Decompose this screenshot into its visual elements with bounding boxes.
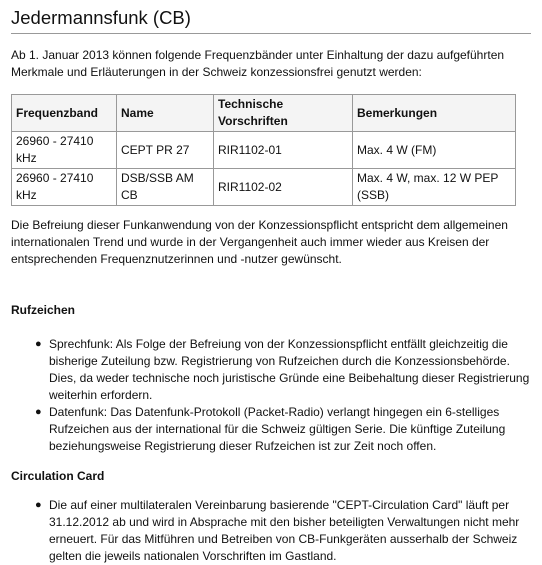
- table-row: [12, 132, 516, 169]
- bullet-icon: ●: [35, 338, 42, 350]
- header-bemerkungen: Bemerkungen: [353, 95, 516, 132]
- cell-frequenzband: 26960 - 27410 kHz: [12, 169, 117, 206]
- cell-technische-vorschriften: RIR1102-01: [214, 132, 353, 169]
- circulation-card-list: [11, 497, 531, 565]
- list-item: [35, 497, 531, 565]
- table-row: [12, 169, 516, 206]
- section-heading-circulation-card: Circulation Card: [11, 469, 105, 483]
- cell-frequenzband: 26960 - 27410 kHz: [12, 132, 117, 169]
- bullet-icon: ●: [35, 499, 42, 511]
- page-title: Jedermannsfunk (CB): [11, 6, 531, 34]
- bullet-icon: ●: [35, 406, 42, 418]
- befreiung-paragraph: Die Befreiung dieser Funkanwendung von der Konzessionspflicht entspricht dem allgemeinen internationalen Trend und wurde in der Vergangenheit auch immer wieder aus Kreisen der entsprechenden Frequenznutzerinnen und -nutzer gewünscht.: [11, 218, 508, 266]
- header-name: Name: [117, 95, 214, 132]
- cell-technische-vorschriften: RIR1102-02: [214, 169, 353, 206]
- rufzeichen-list: [11, 336, 531, 455]
- cell-name: DSB/SSB AM CB: [117, 169, 214, 206]
- list-item-text: Die auf einer multilateralen Vereinbarung basierende "CEPT-Circulation Card" läuft per 31.12.2012 ab und wird in Absprache mit den bisher beteiligten Verwaltungen nicht mehr erneuert. Für das Mitführen und Betreiben von CB-Funkgeräten ausserhalb der Schweiz gelten die jeweils nationalen Vorschriften im Gastland.: [49, 498, 520, 563]
- list-item-text: Sprechfunk: Als Folge der Befreiung von der Konzessionspflicht entfällt gleichzeitig die bisherige Zuteilung bzw. Registrierung von Rufzeichen durch die Konzessionsbehörde. Dies, da weder technische noch juristische Gründe eine Beibehaltung dieser Registrierung weiterhin erfordern.: [49, 337, 530, 402]
- header-frequenzband: Frequenzband: [12, 95, 117, 132]
- cell-name: CEPT PR 27: [117, 132, 214, 169]
- table-header-row: [12, 95, 516, 132]
- list-item: [35, 336, 531, 404]
- frequency-table: [11, 94, 516, 206]
- list-item-text: Datenfunk: Das Datenfunk-Protokoll (Packet-Radio) verlangt hingegen ein 6-stelliges Rufzeichen aus der international für die Schweiz gültigen Serie. Die künftige Zuteilung beziehungsweise Registrierung dieser Rufzeichen ist zur Zeit noch offen.: [49, 405, 506, 453]
- list-item: [35, 404, 531, 455]
- cell-bemerkungen: Max. 4 W (FM): [353, 132, 516, 169]
- intro-paragraph: Ab 1. Januar 2013 können folgende Frequenzbänder unter Einhaltung der dazu aufgeführten Merkmale und Erläuterungen in der Schweiz konzessionsfrei genutzt werden:: [11, 48, 505, 79]
- section-heading-rufzeichen: Rufzeichen: [11, 303, 76, 317]
- cell-bemerkungen: Max. 4 W, max. 12 W PEP (SSB): [353, 169, 516, 206]
- header-technische-vorschriften: Technische Vorschriften: [214, 95, 353, 132]
